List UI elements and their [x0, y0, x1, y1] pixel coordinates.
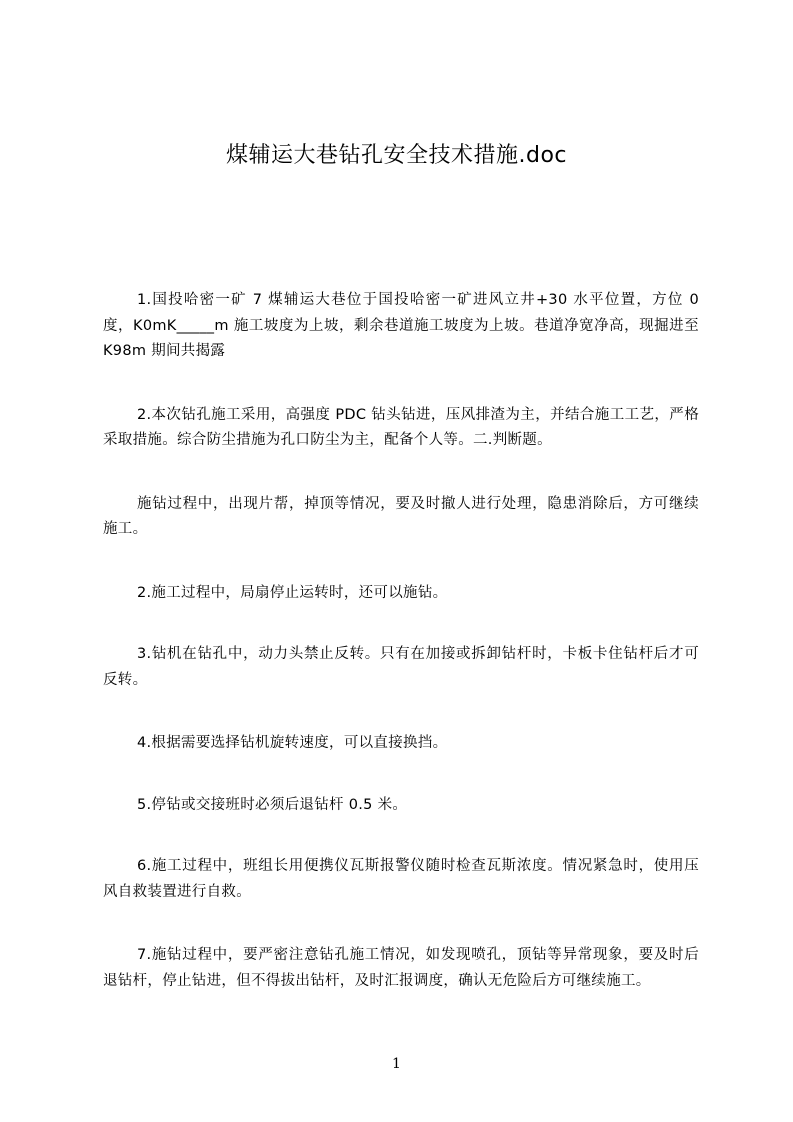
paragraph-5: 3.钻机在钻孔中，动力头禁止反转。只有在加接或拆卸钻杆时，卡板卡住钻杆后才可反转。: [103, 646, 699, 688]
paragraph-6: 4.根据需要选择钻机旋转速度，可以直接换挡。: [137, 735, 448, 751]
paragraph-3: 施钻过程中，出现片帮，掉顶等情况，要及时撤人进行处理，隐患消除后，方可继续施工。: [103, 495, 699, 537]
paragraph-7: 5.停钻或交接班时必须后退钻杆 0.5 米。: [137, 796, 408, 813]
paragraph-8: 6.施工过程中，班组长用便携仪瓦斯报警仪随时检查瓦斯浓度。情况紧急时，使用压风自救装置进行自救。: [103, 858, 699, 900]
document-title: 煤辅运大巷钻孔安全技术措施.doc: [225, 143, 567, 168]
paragraph-2: 2.本次钻孔施工采用，高强度 PDC 钻头钻进，压风排渣为主，并结合施工工艺，严格采取措施。综合防尘措施为孔口防尘为主，配备个人等。二.判断题。: [103, 406, 699, 448]
paragraph-4: 2.施工过程中，局扇停止运转时，还可以施钻。: [137, 584, 448, 601]
paragraph-1: 1.国投哈密一矿 7 煤辅运大巷位于国投哈密一矿进风立井+30 水平位置，方位 0 度，K0mK_____m 施工坡度为上坡，剩余巷道施工坡度为上坡。巷道净宽净高，现掘进至 K98m 期间共揭露: [103, 292, 699, 359]
page-number: 1: [392, 1056, 401, 1072]
paragraph-9: 7.施钻过程中，要严密注意钻孔施工情况，如发现喷孔，顶钻等异常现象，要及时后退钻杆，停止钻进，但不得拔出钻杆，及时汇报调度，确认无危险后方可继续施工。: [103, 947, 699, 989]
document-body: [103, 288, 699, 1032]
